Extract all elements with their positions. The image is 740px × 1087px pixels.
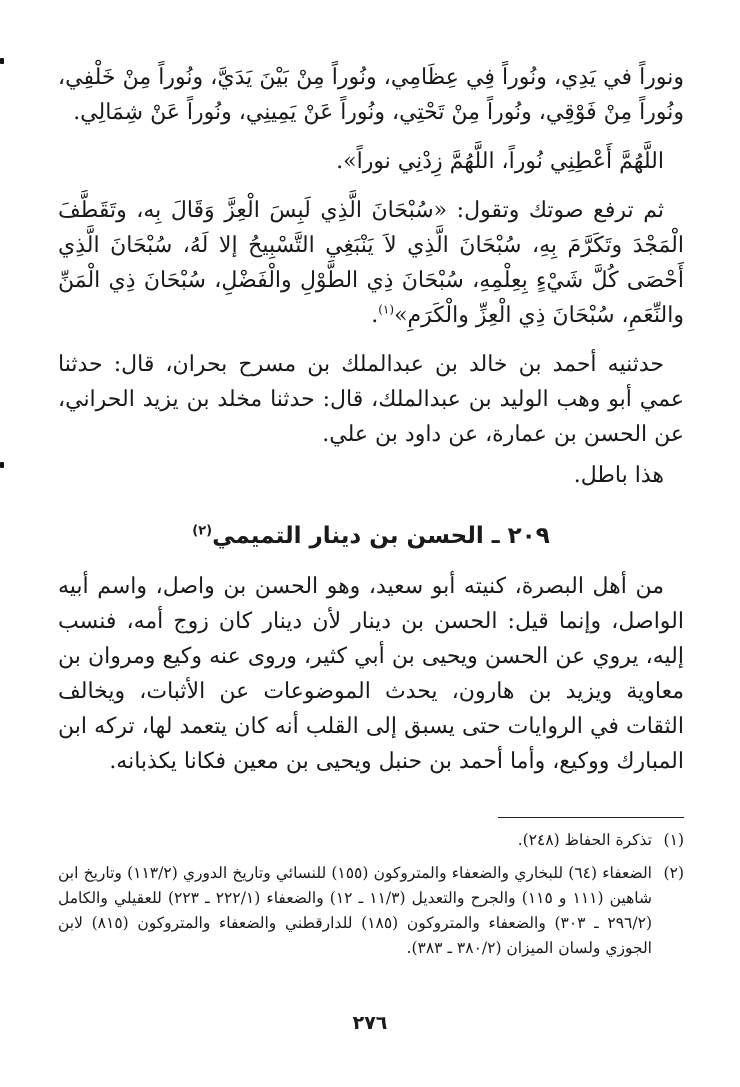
footnote-ref-1: (١): [378, 302, 395, 317]
tasbih-text: [58, 193, 684, 333]
footnote-text: الضعفاء (٦٤) للبخاري والضعفاء والمتروكون (١٥٥) للنسائي وتاريخ الدوري (١١٣/٢) وتاريخ ابن شاهين (١١١ و ١١٥) والجرح والتعديل (١١/٣ ـ ١٢) والضعفاء (٢٢٢/١ ـ ٢٢٣) للعقيلي والكامل (٢٩٦/٢ ـ ٣٠٣) والضعفاء والمتروكون (١٨٥) للدارقطني والضعفاء والمتروكون (٨١٥) لابن الجوزي ولسان الميزان (٣٨٠/٢ ـ ٣٨٣).: [58, 864, 652, 957]
footnote-text: تذكرة الحفاظ (٢٤٨).: [517, 831, 652, 849]
footnote-number: (٢): [663, 864, 684, 882]
footnote-divider: [498, 817, 684, 818]
footnote-item: [58, 861, 684, 961]
page-number: ٢٧٦: [352, 1012, 388, 1034]
margin-mark-top: [0, 58, 4, 64]
verdict-text: هذا باطل.: [573, 463, 664, 488]
isnad-text: حدثنيه أحمد بن خالد بن عبدالملك بن مسرح بحران، قال: حدثنا عمي أبو وهب الوليد بن عبدالملك، قال: حدثنا مخلد بن يزيد الحراني، عن الحسن بن عمارة، عن داود بن علي.: [58, 352, 684, 447]
footnote-ref-2: (٢): [192, 523, 213, 539]
tasbih-end: .: [371, 303, 379, 328]
prayer-text-continuation: ونوراً في يَدِي، ونُوراً فِي عِظَامِي، ونُوراً مِنْ بَيْنَ يَدَيَّ، ونُوراً مِنْ خَلْفِي، ونُوراً مِنْ فَوْقِي، ونُوراً مِنْ تَحْتِي، ونُوراً عَنْ يَمِينِي، ونُوراً عَنْ شِمَالِي.: [58, 65, 684, 125]
footnote-item: [58, 828, 684, 853]
entry-title: ٢٠٩ ـ الحسن بن دينار التميمي: [212, 523, 550, 549]
footnote-number: (١): [663, 831, 684, 849]
footnotes: [58, 828, 684, 961]
page-content: [58, 60, 684, 969]
entry-heading: [58, 519, 684, 553]
entry-text: من أهل البصرة، كنيته أبو سعيد، وهو الحسن بن واصل، واسم أبيه الواصل، وإنما قيل: الحسن بن دينار لأن دينار كان زوج أمه، فنسب إليه، يروي عن الحسن ويحيى بن أبي كثير، وروى عنه وكيع ومروان بن معاوية ويزيد بن هارون، يحدث الموضوعات عن الأثبات، ويخالف الثقات في الروايات حتى يسبق إلى القلب أنه كان يتعمد لها، تركه ابن المبارك ووكيع، وأما أحمد بن حنبل ويحيى بن معين فكانا يكذبانه.: [58, 574, 684, 774]
tasbih-body: ثم ترفع صوتك وتقول: «سُبْحَانَ الَّذِي لَبِسَ الْعِزَّ وَقَالَ بِه، وتَقَطَّفَ الْمَجْدَ وتَكَرَّمَ بِهِ، سُبْحَانَ الَّذِي لاَ يَنْبَغِي التَّسْبِيحُ إلا لَهُ، سُبْحَانَ الَّذِي أَحْصَى كُلَّ شَيْءٍ بِعِلْمِهِ، سُبْحَانَ ذِي الطَّوْلِ والْفَضْلِ، سُبْحَانَ ذِي الْمَنِّ والنِّعَمِ، سُبْحَانَ ذِي الْعِزِّ والْكَرَمِ»: [58, 198, 684, 328]
margin-mark-middle: [0, 462, 4, 468]
prayer-text-closing: اللَّهُمَّ أَعْطِنِي نُوراً، اللَّهُمَّ زِدْنِي نوراً».: [336, 149, 664, 174]
